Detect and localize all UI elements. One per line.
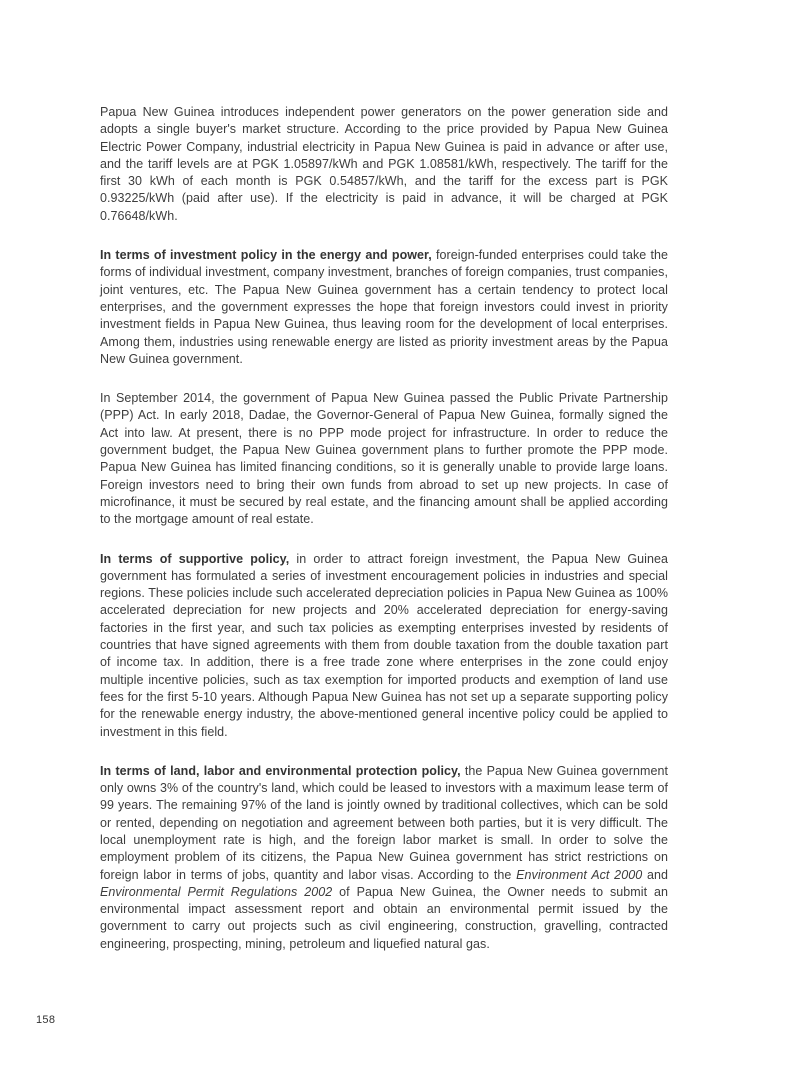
text-run-italic: Environment Act 2000 [516, 867, 643, 882]
text-run-normal: In September 2014, the government of Papua New Guinea passed the Public Private Partnership (PPP) Act. In early 2018, Dadae, the Governor-General of Papua New Guinea, formally signed the Act into law. At present, there is no PPP mode project for infrastructure. In order to reduce the government budget, the Papua New Guinea government plans to further promote the PPP mode. Papua New Guinea has limited financing conditions, so it is generally unable to provide large loans. Foreign investors need to bring their own funds from abroad to set up new projects. In case of microfinance, it must be secured by real estate, and the financing amount shall be applied according to the mortgage amount of real estate. [100, 391, 668, 527]
text-run-bold: In terms of land, labor and environmental protection policy, [100, 763, 461, 778]
text-run-bold: In terms of investment policy in the energy and power, [100, 248, 432, 263]
paragraph [100, 551, 668, 741]
main-text-block [100, 104, 668, 975]
paragraph [100, 763, 668, 953]
text-run-normal: in order to attract foreign investment, the Papua New Guinea government has formulated a series of investment encouragement policies in industries and special regions. These policies include such accelerated depreciation policies in Papua New Guinea as 100% accelerated depreciation for new projects and 20% accelerated depreciation for energy-saving factories in the first year, and such tax policies as exempting enterprises invested by residents of countries that have signed agreements with them from double taxation from the double taxation part of income tax. In addition, there is a free trade zone where enterprises in the zone could enjoy multiple incentive policies, such as tax exemption for imported products and exemption of land use fees for the first 5-10 years. Although Papua New Guinea has not set up a separate supporting policy for the renewable energy industry, the above-mentioned general incentive policy could be applied to investment in this field. [100, 551, 668, 739]
text-run-normal: foreign-funded enterprises could take the forms of individual investment, company investment, branches of foreign companies, trust companies, joint ventures, etc. The Papua New Guinea government has a certain tendency to protect local enterprises, and the government expresses the hope that foreign investors could invest in priority investment fields in Papua New Guinea, thus leaving room for the development of local enterprises. Among them, industries using renewable energy are listed as priority investment areas by the Papua New Guinea government. [100, 248, 668, 366]
text-run-normal: the Papua New Guinea government only owns 3% of the country's land, which could be leased to investors with a maximum lease term of 99 years. The remaining 97% of the land is jointly owned by traditional collectives, which can be sold or rented, depending on negotiation and agreement between both parties, but it is very difficult. The local unemployment rate is high, and the foreign labor market is small. In order to solve the employment problem of its citizens, the Papua New Guinea government has strict restrictions on foreign labor in terms of jobs, quantity and labor visas. According to the [100, 763, 668, 882]
paragraph [100, 247, 668, 368]
text-run-normal: and [642, 867, 668, 882]
paragraph [100, 104, 668, 225]
text-run-normal: of Papua New Guinea, the Owner needs to submit an environmental impact assessment report and obtain an environmental permit issued by the government to carry out projects such as civil engineering, construction, gravelling, contracted engineering, prospecting, mining, petroleum and liquefied natural gas. [100, 884, 669, 951]
paragraph [100, 390, 668, 528]
text-run-bold: In terms of supportive policy, [100, 551, 290, 566]
text-run-normal: Papua New Guinea introduces independent power generators on the power generation side and adopts a single buyer's market structure. According to the price provided by Papua New Guinea Electric Power Company, industrial electricity in Papua New Guinea is paid in advance or after use, and the tariff levels are at PGK 1.05897/kWh and PGK 1.08581/kWh, respectively. The tariff for the first 30 kWh of each month is PGK 0.54857/kWh, and the tariff for the excess part is PGK 0.93225/kWh (paid after use). If the electricity is paid in advance, it will be charged at PGK 0.76648/kWh. [100, 105, 668, 223]
text-run-italic: Environmental Permit Regulations 2002 [100, 884, 333, 899]
page-number: 158 [36, 1014, 56, 1026]
